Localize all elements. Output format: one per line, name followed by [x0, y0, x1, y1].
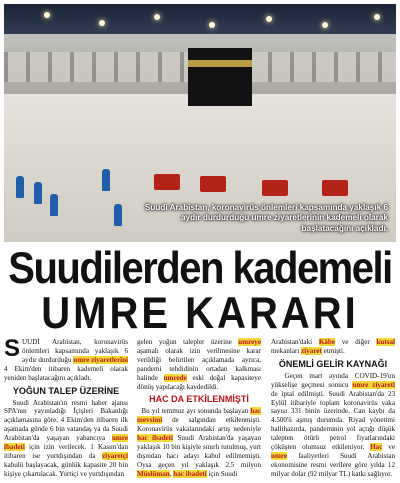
article-column-2 [137, 338, 261, 479]
paragraph [137, 407, 261, 478]
subheading: YOĞUN TALEP ÜZERİNE [12, 385, 120, 396]
text-run: mekanları [271, 346, 302, 355]
paragraph [4, 335, 128, 383]
text-run: faaliyetleri Suudi Arabistan ekonomisine resmi verilere göre yılda 12 milyar dolar (92 milyar TL) katkı sağlıyor. [271, 451, 395, 478]
paragraph [137, 338, 261, 391]
highlighted-term: hac ibadeti [137, 434, 174, 443]
text-run: eski doğal kapasiteye dönüş yapılacağı kaydedildi. [137, 373, 262, 391]
highlighted-term: kutsal [376, 338, 396, 346]
text-run: Suudi Arabistan'ın resmi haber ajansı SPA'nın yayınladığı İçişleri Bakanlığı açıklamasına göre, 4 Ekim'den itibaren ilk aşamada günde 6 bin vatandaş ya da Suudi Arabistan'da yaşayan yabancıya [4, 398, 128, 443]
text-run: etmişti. [321, 346, 345, 355]
highlighted-term: umrede [163, 373, 187, 382]
highlighted-term: Kâbe [318, 338, 335, 346]
light-icon [44, 12, 50, 18]
highlighted-term: umre ibadeti [4, 434, 128, 452]
highlighted-term: ziyaretçi [102, 451, 128, 460]
article-column-3 [271, 338, 395, 479]
subheading: HAC DA ETKİLENMİŞTİ [149, 394, 249, 405]
kaaba-gold-band [188, 60, 252, 67]
text-run: UUDİ Arabistan, koronavirüs önlemleri kapsamında yaklaşık 6 aydır durdurduğu [22, 338, 128, 364]
paragraph [271, 338, 395, 356]
text-run: ve [382, 443, 395, 452]
cleaning-cart [154, 174, 180, 190]
cleaning-cart [262, 180, 288, 196]
text-run: aşamalı olarak izin verilmesine karar verildiği belirtilen açıklamada ayrıca, pandemi tehdidinin ortadan kalkması halinde [137, 346, 261, 382]
paragraph [4, 399, 128, 479]
worker-figure [16, 176, 24, 198]
highlighted-term: ziyaret [301, 346, 322, 355]
text-run: kabulü başlayacak, günlük kapasite 20 bin kişiye çıkartılacak. Yurtiçi ve yurtdışından [4, 460, 128, 478]
text-run: de salgından etkilenmişti. Koronavirüs vakalarındaki artış nedeniyle [137, 416, 261, 434]
text-run: Suudi Arabistan'da yaşayan yaklaşık 10 bin kişiyle sınırlı tutulmuş, yurt dışından hacı adayı kabul edilmemişti. Oysa geçen yıl yaklaşık 2.5 milyon [137, 434, 261, 469]
highlighted-term: Hac [370, 443, 383, 452]
paragraph [271, 372, 395, 479]
highlighted-term: hac mevsimi [137, 407, 261, 425]
subheading: ÖNEMLİ GELİR KAYNAĞI [278, 358, 388, 369]
text-run: ve diğer [334, 338, 377, 346]
article-column-1 [4, 335, 128, 479]
light-icon [209, 22, 215, 28]
text-run: Geçen mart ayında COVID-19'un yükselişe geçmesi sonucu [271, 371, 396, 389]
drop-cap: S [4, 335, 21, 362]
headline-line-1: Suudilerden kademeli [8, 244, 392, 294]
worker-figure [114, 204, 122, 226]
highlighted-term: umre ziyareti [352, 380, 396, 389]
light-icon [266, 16, 272, 22]
light-icon [374, 14, 380, 20]
light-icon [154, 14, 160, 20]
text-run: 4 Ekim'den itibaren kademeli olarak yeniden başlatacağını açıkladı. [4, 364, 128, 382]
text-run: de iptal edilmişti. Suudi Arabistan'da 23 Eylül itibariyle toplam koronavirüs vaka sayısı 331 binin üzerinde. Can kaybı da 4.500'ü aşmış durumda. Riyad yönetimi hallihazırda, pandeminin yol açtığı düşük talepten ötürü petrol fiyatlarındaki çöküşten olumsuz etkileniyor. [271, 389, 395, 452]
text-run: Arabistan'daki [271, 338, 319, 346]
light-icon [99, 20, 105, 26]
text-run: , [169, 469, 174, 478]
worker-figure [34, 182, 42, 204]
text-run: için Suudi [206, 469, 238, 478]
photo-caption: Suudi Arabistan, koronavirüs önlemleri kapsamında yaklaşık 6 aydır durdurduğu umre ziyaretlerinin kademeli olarak başlatacağını açıkladı. [144, 202, 388, 233]
text-run: Bu yıl temmuz ayı sonunda başlayan [141, 407, 251, 416]
cleaning-cart [200, 176, 226, 192]
cleaning-cart [322, 180, 348, 196]
highlighted-term: umre ziyaretlerini [73, 355, 128, 364]
highlighted-term: hac ibadeti [173, 469, 207, 478]
highlighted-term: Müslüman [137, 469, 170, 478]
text-run: için izin verilecek. 1 Kasım'dan itibaren ise yurtdışından da [4, 443, 128, 460]
text-run: gelen yoğun talepler üzerine [137, 338, 239, 346]
kaaba-building [188, 48, 252, 106]
highlighted-term: umreye [238, 338, 261, 346]
worker-figure [50, 194, 58, 216]
headline-line-2: UMRE KARARI [41, 289, 359, 339]
light-icon [322, 22, 328, 28]
highlighted-term: umre [271, 451, 288, 460]
worker-figure [102, 169, 110, 191]
kaaba-photo [4, 4, 396, 242]
